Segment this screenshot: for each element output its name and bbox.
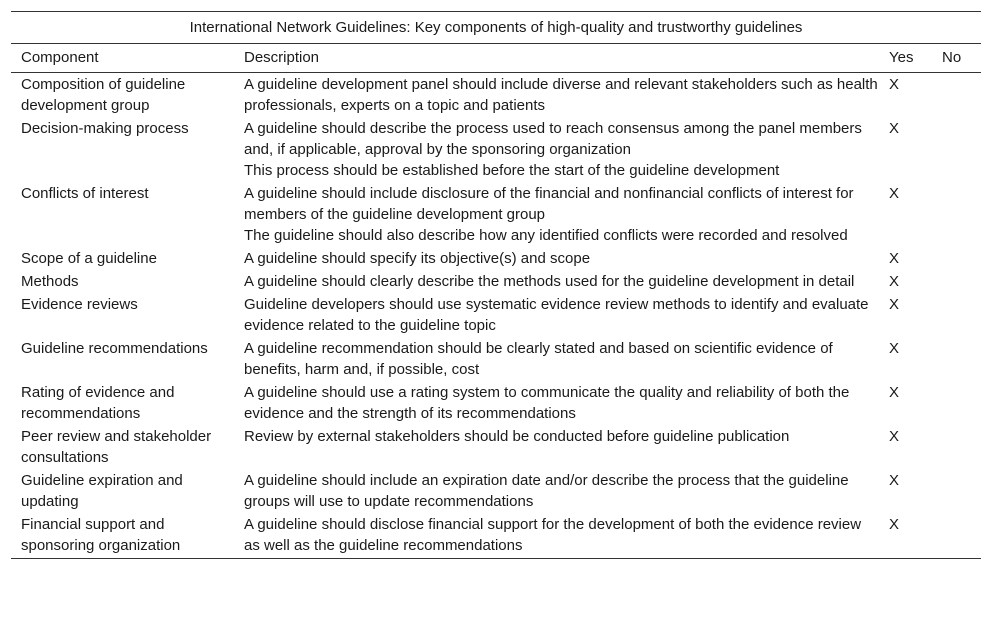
cell-no xyxy=(932,513,981,559)
table-row xyxy=(11,293,981,337)
header-no: No xyxy=(932,44,981,73)
cell-yes: X xyxy=(889,296,900,313)
description-paragraph: Review by external stakeholders should be conducted before guideline publication xyxy=(244,428,790,445)
cell-yes: X xyxy=(889,76,900,93)
header-description: Description xyxy=(234,44,879,73)
cell-yes: X xyxy=(889,250,900,267)
cell-component: Conflicts of interest xyxy=(21,185,149,202)
cell-no xyxy=(932,425,981,469)
cell-yes: X xyxy=(889,273,900,290)
cell-description xyxy=(234,513,879,559)
cell-yes: X xyxy=(889,120,900,137)
cell-no xyxy=(932,270,981,293)
description-paragraph: This process should be established before the start of the guideline development xyxy=(244,162,780,179)
cell-component: Financial support and sponsoring organization xyxy=(11,513,234,559)
cell-description xyxy=(234,337,879,381)
guidelines-table-container xyxy=(11,11,981,559)
table-row xyxy=(11,425,981,469)
cell-no xyxy=(932,469,981,513)
cell-no xyxy=(932,337,981,381)
cell-component: Methods xyxy=(21,273,79,290)
description-paragraph: A guideline should include disclosure of the financial and nonfinancial conflicts of interest for members of the guideline development group xyxy=(244,185,854,223)
table-row xyxy=(11,337,981,381)
cell-yes: X xyxy=(889,428,900,445)
cell-component: Guideline expiration and updating xyxy=(21,472,183,510)
cell-yes: X xyxy=(879,513,932,559)
cell-description xyxy=(234,381,879,425)
table-row xyxy=(11,469,981,513)
cell-yes: X xyxy=(889,472,900,489)
table-title: International Network Guidelines: Key components of high-quality and trustworthy guidelines xyxy=(11,12,981,44)
table-row xyxy=(11,247,981,270)
cell-no xyxy=(932,247,981,270)
description-paragraph: A guideline should disclose financial support for the development of both the evidence review as well as the guideline recommendations xyxy=(244,516,862,554)
cell-component: Rating of evidence and recommendations xyxy=(21,384,175,422)
table-row xyxy=(11,270,981,293)
cell-component: Scope of a guideline xyxy=(21,250,157,267)
table-row xyxy=(11,182,981,247)
table-row xyxy=(11,381,981,425)
cell-component: Guideline recommendations xyxy=(21,340,208,357)
table-title-row xyxy=(11,12,981,44)
cell-no xyxy=(932,73,981,118)
cell-no xyxy=(932,381,981,425)
cell-yes: X xyxy=(889,384,900,401)
cell-no xyxy=(932,293,981,337)
header-yes: Yes xyxy=(879,44,932,73)
description-paragraph: Guideline developers should use systematic evidence review methods to identify and evaluate evidence related to the guideline topic xyxy=(244,296,869,334)
cell-component: Peer review and stakeholder consultations xyxy=(21,428,212,466)
cell-description xyxy=(234,425,879,469)
cell-description xyxy=(234,117,879,182)
description-paragraph: A guideline should specify its objective(s) and scope xyxy=(244,250,591,267)
header-component: Component xyxy=(11,44,234,73)
cell-yes: X xyxy=(889,340,900,357)
description-paragraph: A guideline should describe the process used to reach consensus among the panel members and, if applicable, approval by the sponsoring organization xyxy=(244,120,862,158)
guidelines-table xyxy=(11,11,981,559)
cell-description xyxy=(234,270,879,293)
cell-description xyxy=(234,73,879,118)
table-header-row xyxy=(11,44,981,73)
table-body xyxy=(11,73,981,559)
table-row xyxy=(11,117,981,182)
description-paragraph: A guideline recommendation should be clearly stated and based on scientific evidence of benefits, harm and, if possible, cost xyxy=(244,340,833,378)
cell-component: Composition of guideline development group xyxy=(21,76,186,114)
description-paragraph: The guideline should also describe how any identified conflicts were recorded and resolved xyxy=(244,227,848,244)
table-row xyxy=(11,73,981,118)
description-paragraph: A guideline development panel should include diverse and relevant stakeholders such as health professionals, experts on a topic and patients xyxy=(244,76,878,114)
description-paragraph: A guideline should include an expiration date and/or describe the process that the guideline groups will use to update recommendations xyxy=(244,472,849,510)
table-row xyxy=(11,513,981,559)
description-paragraph: A guideline should clearly describe the methods used for the guideline development in detail xyxy=(244,273,855,290)
cell-description xyxy=(234,247,879,270)
cell-no xyxy=(932,182,981,247)
cell-description xyxy=(234,469,879,513)
cell-component: Evidence reviews xyxy=(21,296,138,313)
description-paragraph: A guideline should use a rating system to communicate the quality and reliability of both the evidence and the strength of its recommendations xyxy=(244,384,850,422)
cell-description xyxy=(234,182,879,247)
cell-component: Decision-making process xyxy=(21,120,189,137)
cell-description xyxy=(234,293,879,337)
cell-no xyxy=(932,117,981,182)
cell-yes: X xyxy=(889,185,900,202)
